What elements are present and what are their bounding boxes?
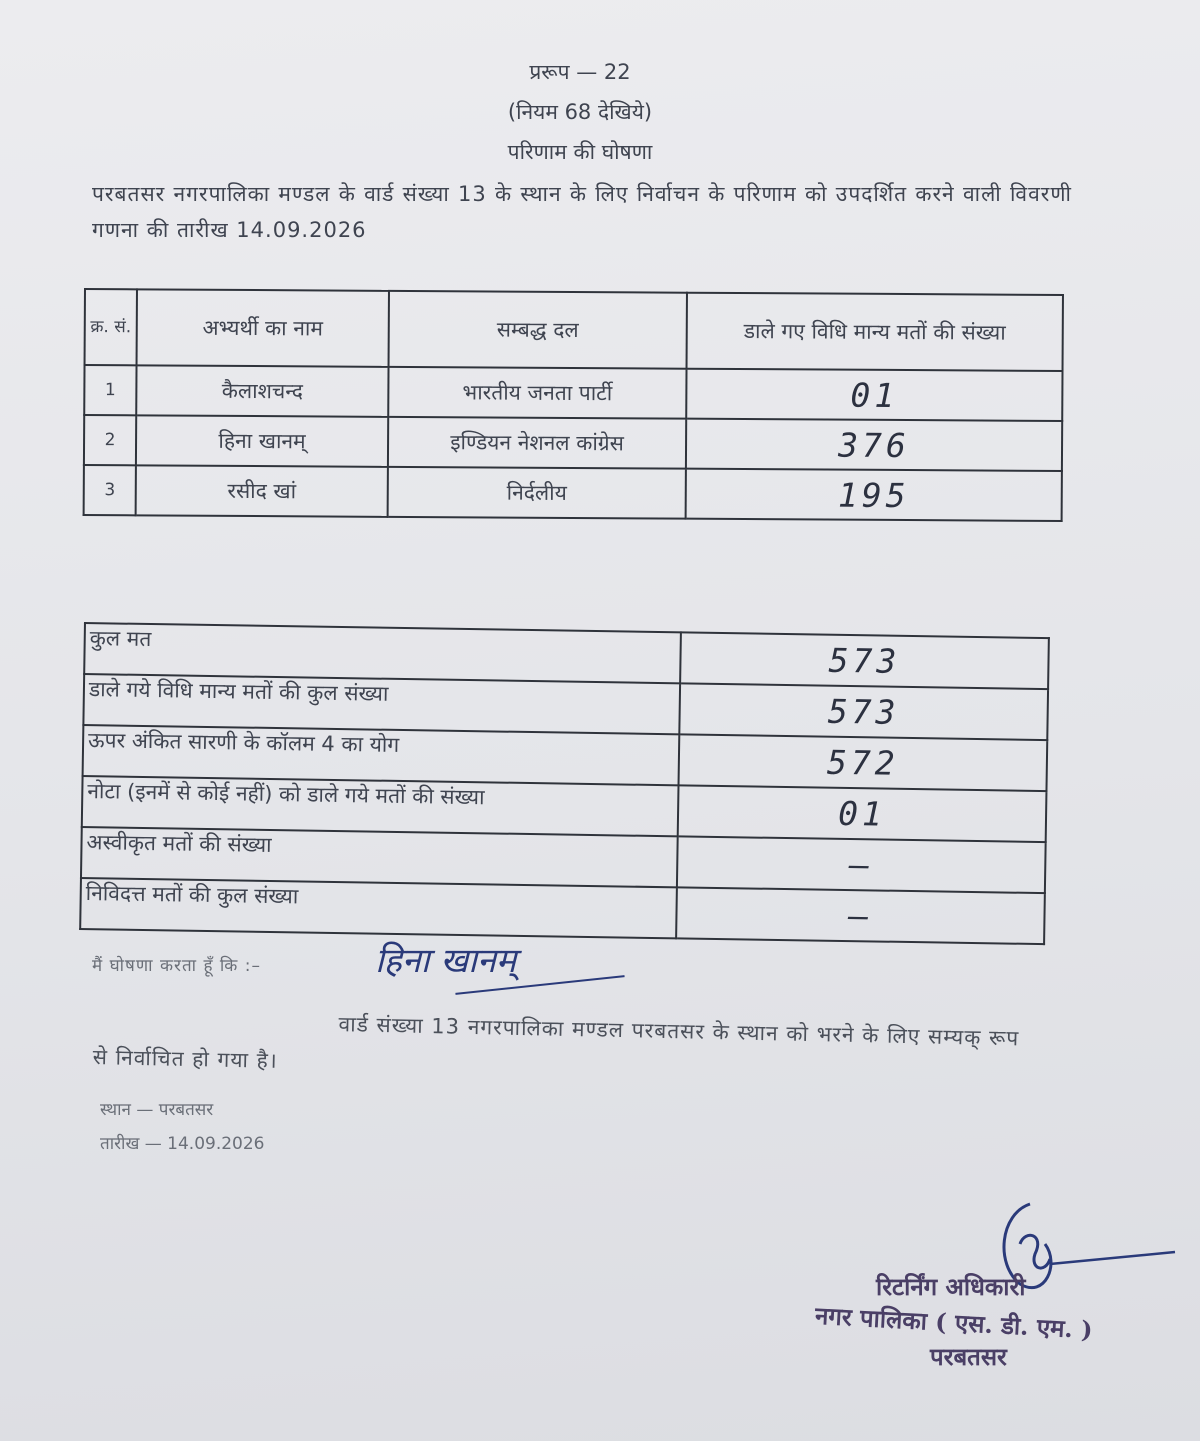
row-candidate: कैलाशचन्द [136,365,388,417]
header-party: सम्बद्ध दल [389,291,687,369]
summary-value: 01 [678,785,1047,842]
summary-value: 572 [679,734,1048,791]
table-row [84,365,1062,421]
summary-value: 573 [679,683,1048,740]
header-serial: क्र. सं. [85,289,137,365]
form-number: प्ररूप — 22 [529,60,631,84]
place-line: स्थान — परबतसर [100,1100,214,1120]
winner-signature: हिना खानम् [375,941,517,981]
header-votes: डाले गए विधि मान्य मतों की संख्या [687,293,1063,371]
summary-value: – [677,836,1046,893]
rule-reference: (नियम 68 देखिये) [507,100,653,124]
summary-label: निविदत्त मतों की कुल संख्या [80,878,677,938]
row-party: निर्दलीय [388,467,686,519]
row-candidate: हिना खानम् [136,415,388,467]
declaration-label: मैं घोषणा करता हूँ कि :– [92,956,261,976]
stamp-place: परबतसर [930,1342,1007,1371]
summary-value: 573 [680,632,1049,689]
document-title: परिणाम की घोषणा [507,140,653,164]
row-candidate: रसीद खां [136,465,388,517]
table-row [84,415,1062,471]
row-party: इण्डियन नेशनल कांग्रेस [388,417,686,469]
row-votes: 01 [686,369,1062,421]
row-serial: 3 [84,465,136,515]
summary-label: अस्वीकृत मतों की संख्या [81,827,678,887]
summary-label: नोटा (इनमें से कोई नहीं) को डाले गये मतों की संख्या [82,776,679,836]
summary-label: ऊपर अंकित सारणी के कॉलम 4 का योग [83,725,680,785]
row-serial: 2 [84,415,136,465]
row-votes: 376 [686,419,1062,471]
results-table [83,288,1064,522]
stamp-officer-title: रिटर्निंग अधिकारी [876,1272,1026,1301]
stamp-office: नगर पालिका ( एस. डी. एम. ) [814,1300,1094,1345]
row-party: भारतीय जनता पार्टी [388,367,686,419]
summary-table [79,622,1050,945]
results-header-row [85,289,1063,371]
summary-value: — [676,887,1045,944]
summary-label: डाले गये विधि मान्य मतों की कुल संख्या [83,674,680,734]
intro-paragraph: परबतसर नगरपालिका मण्डल के वार्ड संख्या 13 के स्थान के लिए निर्वाचन के परिणाम को उपदर्शित करने वाली विवरणी गणना की तारीख 14.09.2026 [92,182,1072,242]
declaration-text: वार्ड संख्या 13 नगरपालिका मण्डल परबतसर के स्थान को भरने के लिए सम्यक् रूप से निर्वाचित हो गया है। [92,1012,1020,1073]
header-candidate: अभ्यर्थी का नाम [137,289,389,367]
row-serial: 1 [84,365,136,415]
row-votes: 195 [686,469,1062,521]
summary-label: कुल मत [84,623,681,683]
table-row [84,465,1062,521]
date-line: तारीख — 14.09.2026 [100,1134,265,1154]
